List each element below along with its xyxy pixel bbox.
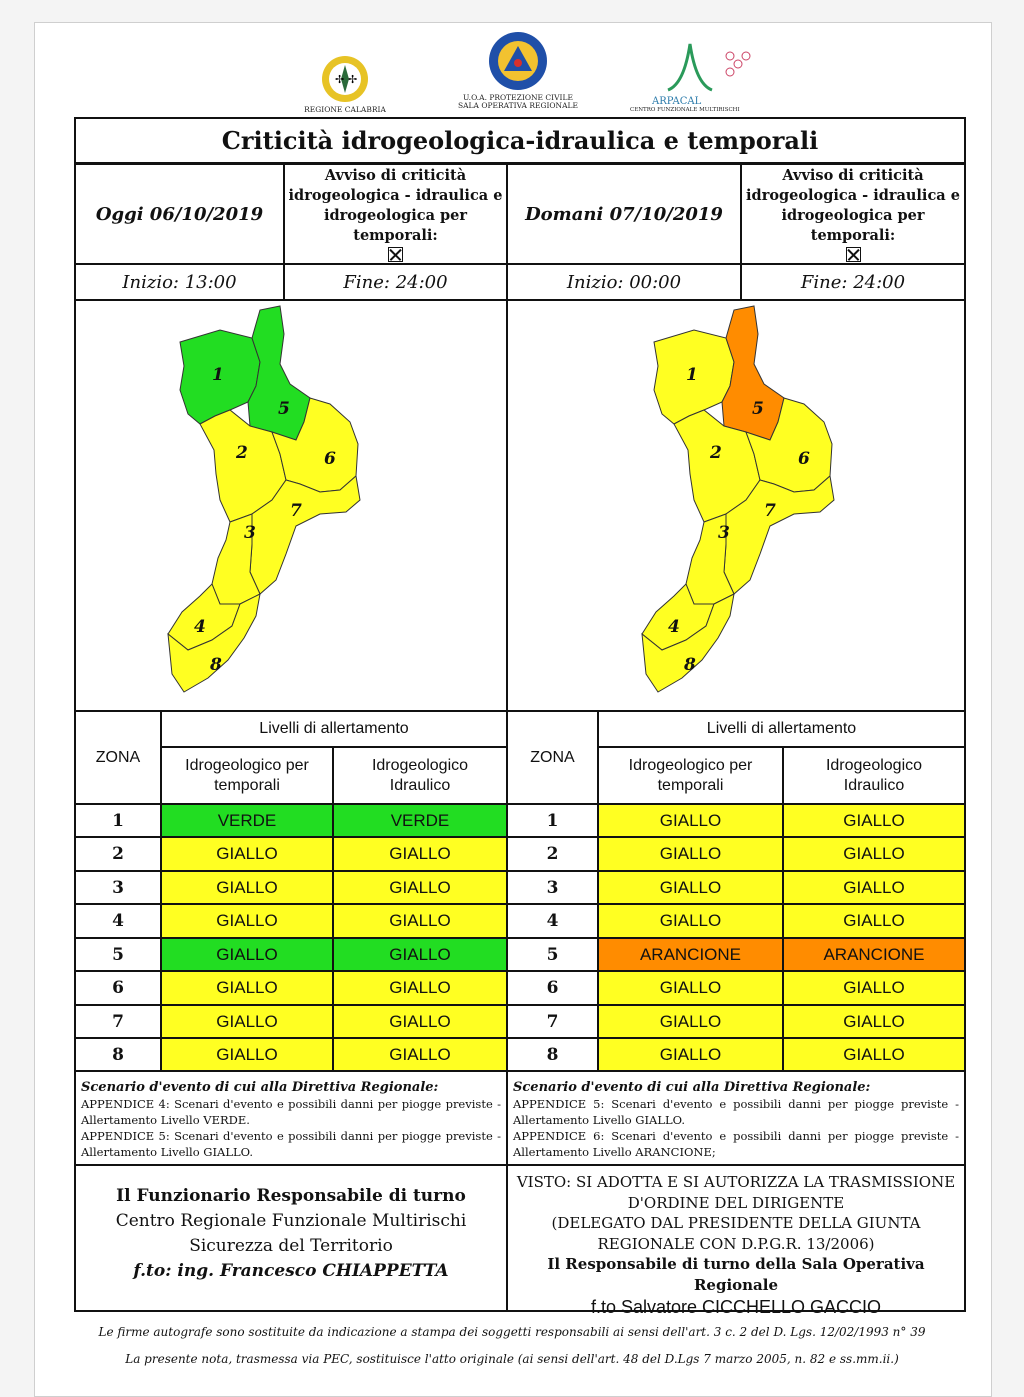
today-zone-number: 4 [75, 904, 161, 938]
col-header-line: Idrogeologico [825, 756, 923, 774]
auth-line-3: (DELEGATO DAL PRESIDENTE DELLA GIUNTA [551, 1214, 921, 1232]
tomorrow-zona-header: ZONA [507, 711, 598, 804]
today-level-temporali: GIALLO [161, 1038, 333, 1071]
tomorrow-level-temporali: GIALLO [598, 904, 783, 938]
protezione-civile-label-2: SALA OPERATIVA REGIONALE [458, 101, 578, 110]
today-col-idraulico [333, 747, 507, 804]
auth-line-2: D'ORDINE DEL DIRIGENTE [627, 1193, 845, 1212]
today-level-idraulico: GIALLO [333, 938, 507, 971]
zone-label: 5 [752, 399, 764, 419]
today-date: Oggi 06/10/2019 [75, 164, 284, 264]
avviso-line: Avviso di criticità [324, 167, 467, 184]
svg-text:✢: ✢ [348, 73, 358, 86]
today-avviso [284, 164, 507, 264]
zone-label: 7 [764, 501, 776, 521]
tomorrow-level-idraulico: GIALLO [783, 1038, 965, 1071]
tomorrow-zone-number: 4 [507, 904, 598, 938]
today-zone-number: 8 [75, 1038, 161, 1071]
today-level-idraulico: GIALLO [333, 1005, 507, 1038]
tomorrow-level-idraulico: GIALLO [783, 904, 965, 938]
today-level-temporali: GIALLO [161, 938, 333, 971]
tomorrow-levels-header: Livelli di allertamento [598, 711, 965, 747]
auth-signature: f.to Salvatore CICCHELLO GACCIO [590, 1297, 882, 1317]
today-level-temporali: GIALLO [161, 1005, 333, 1038]
checked-box-icon [388, 247, 403, 262]
col-header-line: Idraulico [389, 776, 451, 794]
svg-text:✢: ✢ [335, 73, 345, 86]
today-inizio: Inizio: 13:00 [75, 264, 284, 300]
scenario-title: Scenario d'evento di cui alla Direttiva Regionale: [81, 1080, 439, 1095]
zone-label: 2 [710, 443, 722, 463]
regione-calabria-logo [296, 54, 394, 114]
tomorrow-zone-number: 7 [507, 1005, 598, 1038]
tomorrow-zone-number: 5 [507, 938, 598, 971]
avviso-line: Avviso di criticità [782, 167, 924, 184]
tomorrow-level-idraulico: GIALLO [783, 837, 965, 871]
tomorrow-zone-number: 2 [507, 837, 598, 871]
today-calabria-map [160, 304, 374, 696]
tomorrow-level-idraulico: GIALLO [783, 871, 965, 904]
today-col-temporali [161, 747, 333, 804]
tomorrow-zone-number: 8 [507, 1038, 598, 1071]
protezione-civile-logo [448, 30, 588, 110]
col-header-line: Idraulico [843, 776, 905, 794]
today-zone-number: 5 [75, 938, 161, 971]
officer-title: Il Funzionario Responsabile di turno [116, 1186, 466, 1206]
today-zona-header: ZONA [75, 711, 161, 804]
regione-calabria-label: REGIONE CALABRIA [304, 105, 386, 114]
tomorrow-col-idraulico [783, 747, 965, 804]
zone-label: 8 [210, 655, 222, 675]
avviso-line: idrogeologica - idraulica e [288, 187, 503, 204]
tomorrow-level-temporali: GIALLO [598, 804, 783, 837]
arpacal-subtitle: CENTRO FUNZIONALE MULTIRISCHI [630, 107, 740, 113]
scenario-title: Scenario d'evento di cui alla Direttiva Regionale: [513, 1080, 871, 1095]
zone-label: 8 [684, 655, 696, 675]
tomorrow-col-temporali [598, 747, 783, 804]
scenario-line: APPENDICE 5: Scenari d'evento e possibili danni per piogge previste - Allertamento Livello GIALLO. [513, 1097, 959, 1127]
today-level-idraulico: GIALLO [333, 971, 507, 1005]
col-header-line: Idrogeologico per [185, 756, 309, 774]
tomorrow-level-temporali: GIALLO [598, 971, 783, 1005]
zone-label: 6 [324, 449, 336, 469]
authorization-block [507, 1165, 965, 1317]
today-fine: Fine: 24:00 [284, 264, 507, 300]
tomorrow-level-idraulico: GIALLO [783, 804, 965, 837]
col-header-line: temporali [657, 776, 724, 794]
col-header-line: temporali [214, 776, 280, 794]
zone-label: 4 [668, 617, 680, 637]
today-zone-number: 3 [75, 871, 161, 904]
tomorrow-level-temporali: GIALLO [598, 837, 783, 871]
zone-label: 1 [686, 365, 698, 385]
protezione-civile-emblem-icon [487, 30, 549, 92]
scenario-line: APPENDICE 6: Scenari d'evento e possibili danni per piogge previste - Allertamento Livello ARANCIONE; [513, 1129, 959, 1159]
responsible-officer-block [75, 1165, 507, 1311]
auth-line-1: VISTO: SI ADOTTA E SI AUTORIZZA LA TRASMISSIONE [516, 1173, 956, 1191]
protezione-civile-label-1: U.O.A. PROTEZIONE CIVILE [463, 93, 573, 102]
avviso-line: idrogeologica - idraulica e [746, 187, 960, 204]
zone-label: 5 [278, 399, 290, 419]
tomorrow-zone-number: 1 [507, 804, 598, 837]
today-scenario [75, 1071, 507, 1165]
zone-label: 6 [798, 449, 810, 469]
today-level-temporali: GIALLO [161, 837, 333, 871]
auth-line-4: REGIONALE CON D.P.G.R. 13/2006) [597, 1234, 875, 1253]
today-level-idraulico: VERDE [333, 804, 507, 837]
tomorrow-zone-number: 6 [507, 971, 598, 1005]
officer-centre: Centro Regionale Funzionale Multirischi [115, 1211, 467, 1231]
today-zone-number: 7 [75, 1005, 161, 1038]
pec-note: La presente nota, trasmessa via PEC, sostituisce l'atto originale (ai sensi dell'art. 48 del D.Lgs 7 marzo 2005, n. 82 e ss.mm.ii.) [125, 1352, 899, 1366]
tomorrow-calabria-map [634, 304, 848, 696]
signature-note: Le firme autografe sono sostituite da indicazione a stampa dei soggetti responsabili ai sensi dell'art. 3 c. 2 del D. Lgs. 12/02/1993 n° 39 [98, 1325, 926, 1339]
tomorrow-level-temporali: GIALLO [598, 1005, 783, 1038]
today-zone-number: 1 [75, 804, 161, 837]
today-level-idraulico: GIALLO [333, 1038, 507, 1071]
tomorrow-level-temporali: ARANCIONE [598, 938, 783, 971]
zone-label: 3 [718, 523, 730, 543]
checked-box-icon [846, 247, 861, 262]
tomorrow-inizio: Inizio: 00:00 [507, 264, 741, 300]
today-level-idraulico: GIALLO [333, 837, 507, 871]
officer-dept: Sicurezza del Territorio [189, 1236, 393, 1256]
page-title: Criticità idrogeologica-idraulica e temporali [75, 118, 965, 164]
today-level-temporali: GIALLO [161, 971, 333, 1005]
today-level-temporali: GIALLO [161, 904, 333, 938]
tomorrow-level-temporali: GIALLO [598, 1038, 783, 1071]
today-level-temporali: GIALLO [161, 871, 333, 904]
scenario-line: APPENDICE 5: Scenari d'evento e possibili danni per piogge previste - Allertamento Livello GIALLO. [81, 1129, 501, 1159]
today-zone-number: 6 [75, 971, 161, 1005]
today-level-idraulico: GIALLO [333, 904, 507, 938]
today-level-idraulico: GIALLO [333, 871, 507, 904]
tomorrow-level-temporali: GIALLO [598, 871, 783, 904]
avviso-line: idrogeologica per temporali: [323, 207, 468, 244]
arpacal-mountain-icon [638, 40, 768, 96]
today-levels-header: Livelli di allertamento [161, 711, 507, 747]
tomorrow-level-idraulico: GIALLO [783, 971, 965, 1005]
zone-label: 3 [244, 523, 256, 543]
col-header-line: Idrogeologico [371, 756, 469, 774]
tomorrow-scenario [507, 1071, 965, 1165]
zone-label: 2 [236, 443, 248, 463]
regione-calabria-crest-icon [320, 54, 370, 104]
tomorrow-date: Domani 07/10/2019 [507, 164, 741, 264]
tomorrow-avviso [741, 164, 965, 264]
col-header-line: Idrogeologico per [628, 756, 753, 774]
zone-label: 4 [194, 617, 206, 637]
tomorrow-level-idraulico: GIALLO [783, 1005, 965, 1038]
arpacal-name: ARPACAL [652, 96, 702, 107]
auth-responsible: Il Responsabile di turno della Sala Operativa Regionale [547, 1255, 925, 1294]
arpacal-logo [628, 40, 778, 114]
zone-label: 1 [212, 365, 224, 385]
avviso-line: idrogeologica per temporali: [781, 207, 925, 244]
scenario-line: APPENDICE 4: Scenari d'evento e possibili danni per piogge previste - Allertamento Livello VERDE. [81, 1097, 501, 1127]
zone-label: 7 [290, 501, 302, 521]
tomorrow-level-idraulico: ARANCIONE [783, 938, 965, 971]
today-zone-number: 2 [75, 837, 161, 871]
tomorrow-fine: Fine: 24:00 [741, 264, 965, 300]
header-logos [0, 0, 1024, 118]
officer-signature: f.to: ing. Francesco CHIAPPETTA [133, 1261, 449, 1281]
tomorrow-zone-number: 3 [507, 871, 598, 904]
today-level-temporali: VERDE [161, 804, 333, 837]
